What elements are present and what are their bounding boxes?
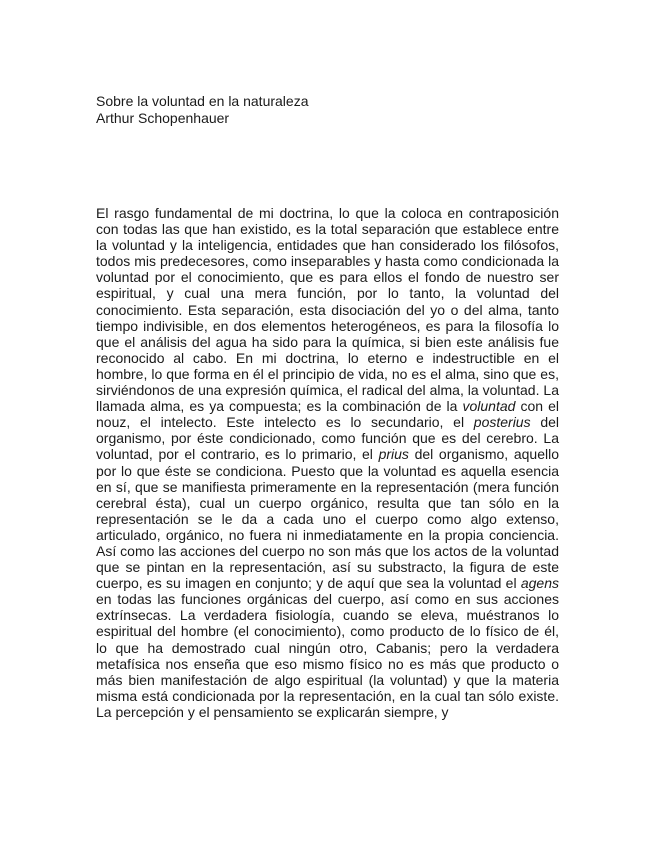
document-header — [96, 93, 308, 127]
italic-term-posterius: posterius — [473, 414, 531, 431]
italic-term-prius: prius — [378, 446, 409, 463]
body-text-segment: del organismo, aquello por lo que éste se condiciona. Puesto que la voluntad es aquella esencia en sí, que se manifiesta primeramente en la representación (mera función cerebral ésta), cual un cuerpo orgánico, resulta que tan sólo en la representación se le da a cada uno el cuerpo como algo extenso, articulado, orgánico, no fuera ni inmediatamente en la propia conciencia. Así como las acciones del cuerpo no son más que los actos de la voluntad que se pintan en la representación, así su substracto, la figura de este cuerpo, es su imagen en conjunto; y de aquí que sea la voluntad el — [96, 446, 559, 592]
italic-term-voluntad: voluntad — [462, 398, 516, 415]
italic-term-agens: agens — [520, 575, 559, 592]
document-author: Arthur Schopenhauer — [96, 110, 230, 126]
body-paragraph — [96, 205, 559, 720]
body-text-segment: en todas las funciones orgánicas del cuerpo, así como en sus acciones extrínsecas. La verdadera fisiología, cuando se eleva, muéstranos lo espiritual del hombre (el conocimiento), como producto de lo físico de él, lo que ha demostrado cual ningún otro, Cabanis; pero la verdadera metafísica nos enseña que eso mismo físico no es más que producto o más bien manifestación de algo espiritual (la voluntad) y que la materia misma está condicionada por la representación, en la cual tan sólo existe. La percepción y el pensamiento se explicarán siempre, y — [96, 591, 559, 720]
body-text-segment: con el nouz, el intelecto. Este intelecto es lo secundario, el — [96, 398, 559, 431]
document-title: Sobre la voluntad en la naturaleza — [96, 93, 309, 109]
body-text-segment: El rasgo fundamental de mi doctrina, lo que la coloca en contraposición con todas las que han existido, es la total separación que establece entre la voluntad y la inteligencia, entidades que han considerado los filósofos, todos mis predecesores, como inseparables y hasta como condicionada la voluntad por el conocimiento, que es para ellos el fondo de nuestro ser espiritual, y cual una mera función, por lo tanto, la voluntad del conocimiento. Esta separación, esta disociación del yo o del alma, tanto tiempo indivisible, en dos elementos heterogéneos, es para la filosofía lo que el análisis del agua ha sido para la química, si bien este análisis fue reconocido al cabo. En mi doctrina, lo eterno e indestructible en el hombre, lo que forma en él el principio de vida, no es el alma, sino que es, sirviéndonos de una expresión química, el radical del alma, la voluntad. La llamada alma, es ya compuesta; es la combinación de la — [96, 205, 559, 415]
body-text-segment: del organismo, por éste condicionado, como función que es del cerebro. La voluntad, por el contrario, es lo primario, el — [96, 414, 559, 463]
